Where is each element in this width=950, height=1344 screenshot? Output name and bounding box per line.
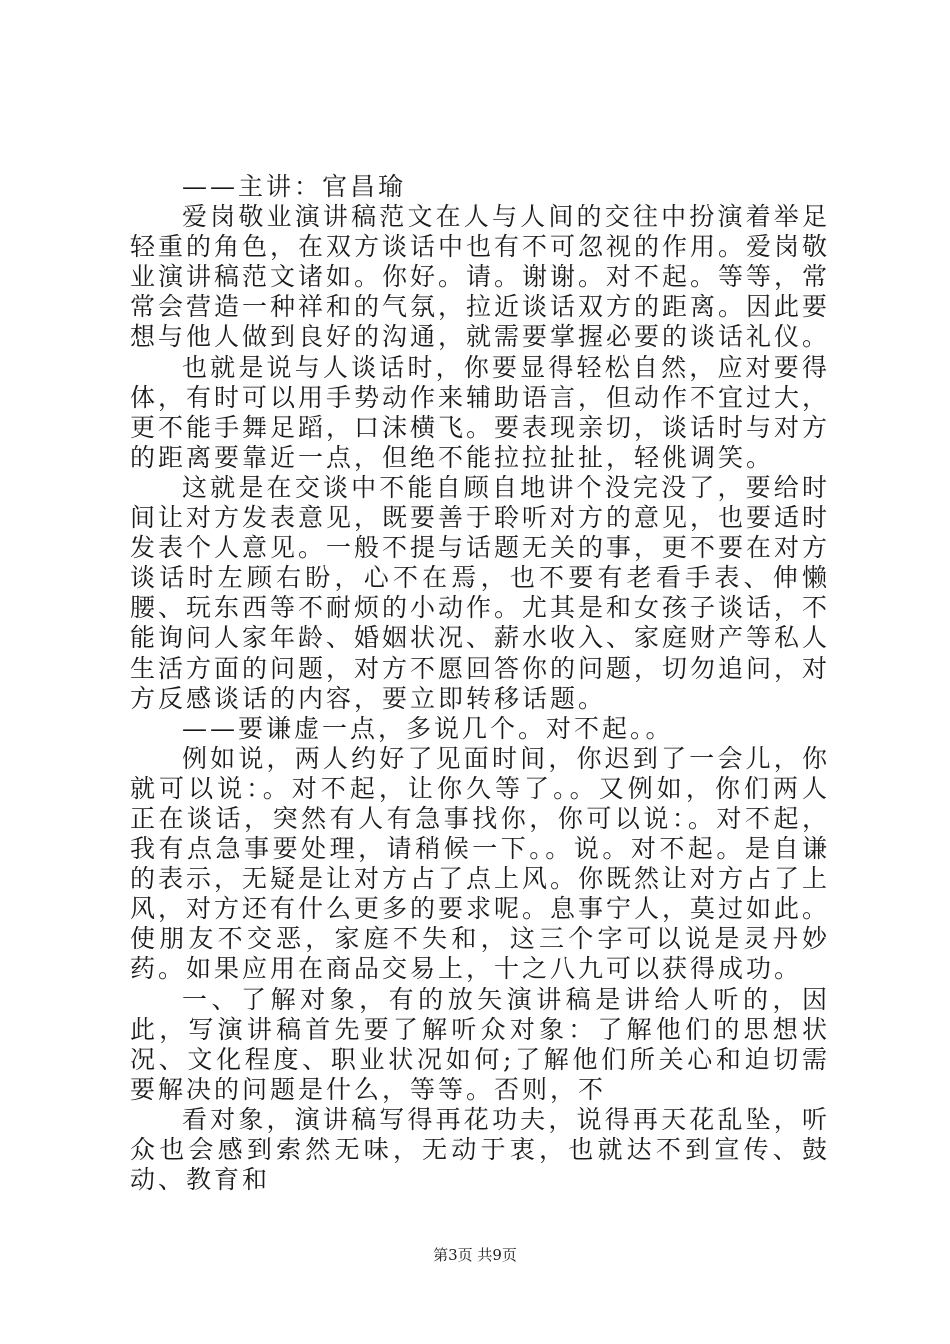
body-paragraph: 爱岗敬业演讲稿范文在人与人间的交往中扮演着举足轻重的角色，在双方谈话中也有不可忽视的作用。爱岗敬业演讲稿范文诸如。你好。请。谢谢。对不起。等等，常常会营造一种祥和的气氛，拉近谈话双方的距离。因此要想与他人做到良好的沟通，就需要掌握必要的谈话礼仪。	[130, 202, 831, 352]
document-body	[130, 172, 830, 1195]
body-paragraph: ——要谦虚一点，多说几个。对不起。。	[182, 713, 674, 743]
page-number-footer: 第3页 共9页	[433, 1246, 517, 1264]
body-paragraph: 一、了解对象，有的放矢演讲稿是讲给人听的，因此，写演讲稿首先要了解听众对象：了解他们的思想状况、文化程度、职业状况如何;了解他们所关心和迫切需要解决的问题是什么，等等。否则，不	[130, 984, 830, 1104]
body-paragraph: 看对象，演讲稿写得再花功夫，说得再天花乱坠，听众也会感到索然无味，无动于衷，也就达不到宣传、鼓动、教育和	[130, 1104, 830, 1195]
body-paragraph: 例如说，两人约好了见面时间，你迟到了一会儿，你就可以说：。对不起，让你久等了。。又例如，你们两人正在谈话，突然有人有急事找你，你可以说：。对不起，我有点急事要处理，请稍候一下。。说。对不起。是自谦的表示，无疑是让对方占了点上风。你既然让对方占了上风，对方还有什么更多的要求呢。息事宁人，莫过如此。使朋友不交恶，家庭不失和，这三个字可以说是灵丹妙药。如果应用在商品交易上，十之八九可以获得成功。	[130, 743, 831, 984]
body-paragraph: 这就是在交谈中不能自顾自地讲个没完没了，要给时间让对方发表意见，既要善于聆听对方的意见，也要适时发表个人意见。一般不提与话题无关的事，更不要在对方谈话时左顾右盼，心不在焉，也不要有老看手表、伸懒腰、玩东西等不耐烦的小动作。尤其是和女孩子谈话，不能询问人家年龄、婚姻状况、薪水收入、家庭财产等私人生活方面的问题，对方不愿回答你的问题，切勿追问，对方反感谈话的内容，要立即转移话题。	[130, 472, 831, 713]
body-paragraph: 也就是说与人谈话时，你要显得轻松自然，应对要得体，有时可以用手势动作来辅助语言，但动作不宜过大，更不能手舞足蹈，口沫横飞。要表现亲切，谈话时与对方的距离要靠近一点，但绝不能拉拉扯扯，轻佻调笑。	[130, 352, 831, 472]
speaker-line: ——主讲：官昌瑜	[182, 172, 407, 201]
